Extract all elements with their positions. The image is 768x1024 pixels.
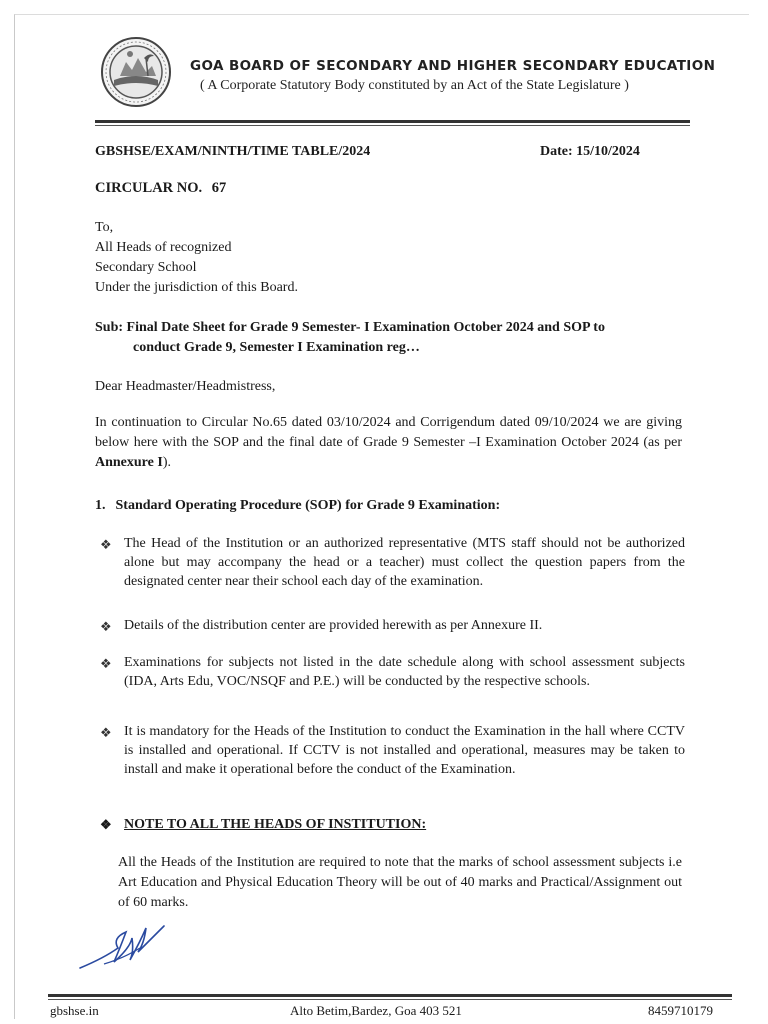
intro-text: In continuation to Circular No.65 dated 03/10/2024 and Corrigendum dated 09/10/2024 we are giving below here with the SOP and the final date of Grade 9 Semester –I Examination October 2024 (as per (95, 415, 682, 450)
subject-line (95, 318, 695, 358)
circular-label: CIRCULAR NO. (95, 180, 203, 196)
addressee-line: Secondary School (95, 260, 197, 275)
header-divider-thin (95, 125, 690, 126)
footer-website: gbshse.in (50, 1003, 99, 1018)
note-paragraph: All the Heads of the Institution are required to note that the marks of school assessment subjects i.e Art Education and Physical Education Theory will be out of 40 marks and Practical/Assignment out of 60 marks. (118, 855, 682, 910)
diamond-bullet-icon: ❖ (100, 619, 112, 634)
section-number: 1. (95, 498, 106, 513)
addressee-line: To, (95, 220, 114, 235)
section-title: Standard Operating Procedure (SOP) for Grade 9 Examination: (115, 498, 501, 513)
sop-bullet (100, 616, 685, 636)
annexure-ref: Annexure I (95, 455, 163, 470)
bullet-text: It is mandatory for the Heads of the Institution to conduct the Examination in the hall where CCTV is installed and operational. If CCTV is not installed and operational, measures may be taken to install and make it operational before the conduct of the Examination. (124, 724, 685, 777)
circular-number (95, 180, 226, 197)
board-seal-icon (100, 36, 172, 108)
footer-divider (48, 994, 732, 997)
sop-bullet (100, 534, 685, 591)
footer-address: Alto Betim,Bardez, Goa 403 521 (290, 1003, 462, 1018)
board-subtitle: ( A Corporate Statutory Body constituted by an Act of the State Legislature ) (200, 78, 629, 93)
subject-line-2: conduct Grade 9, Semester I Examination reg… (133, 340, 420, 355)
diamond-bullet-icon: ❖ (100, 537, 112, 552)
salutation: Dear Headmaster/Headmistress, (95, 379, 276, 394)
section-heading (95, 498, 500, 514)
addressee-line: All Heads of recognized (95, 240, 232, 255)
diamond-bullet-icon: ❖ (100, 817, 112, 832)
footer-phone: 8459710179 (648, 1003, 713, 1018)
intro-paragraph (95, 413, 682, 473)
sop-bullet (100, 653, 685, 691)
footer-divider-thin (48, 999, 732, 1000)
signature (74, 918, 174, 978)
circular-date: Date: 15/10/2024 (540, 144, 640, 159)
diamond-bullet-icon: ❖ (100, 656, 112, 671)
diamond-bullet-icon: ❖ (100, 725, 112, 740)
addressee-line: Under the jurisdiction of this Board. (95, 280, 298, 295)
intro-tail: ). (162, 455, 171, 470)
sop-bullet (100, 722, 685, 779)
header-divider (95, 120, 690, 123)
bullet-text: Examinations for subjects not listed in the date schedule along with school assessment subjects (IDA, Arts Edu, VOC/NSQF and P.E.) will be conducted by the respective schools. (124, 655, 685, 689)
circular-number-value: 67 (211, 180, 227, 196)
bullet-text: Details of the distribution center are provided herewith as per Annexure II. (124, 618, 543, 633)
bullet-text: The Head of the Institution or an authorized representative (MTS staff should not be authorized alone but may accompany the head or a teacher) must collect the question papers from the designated center near their school each day of the examination. (124, 536, 685, 589)
note-title: NOTE TO ALL THE HEADS OF INSTITUTION: (124, 817, 427, 832)
reference-number: GBSHSE/EXAM/NINTH/TIME TABLE/2024 (95, 144, 371, 159)
addressee-block (95, 218, 298, 298)
note-heading (100, 817, 426, 833)
subject-line-1: Sub: Final Date Sheet for Grade 9 Semester- I Examination October 2024 and SOP to (95, 320, 605, 335)
board-title: GOA BOARD OF SECONDARY AND HIGHER SECONDARY EDUCATION (190, 58, 716, 74)
